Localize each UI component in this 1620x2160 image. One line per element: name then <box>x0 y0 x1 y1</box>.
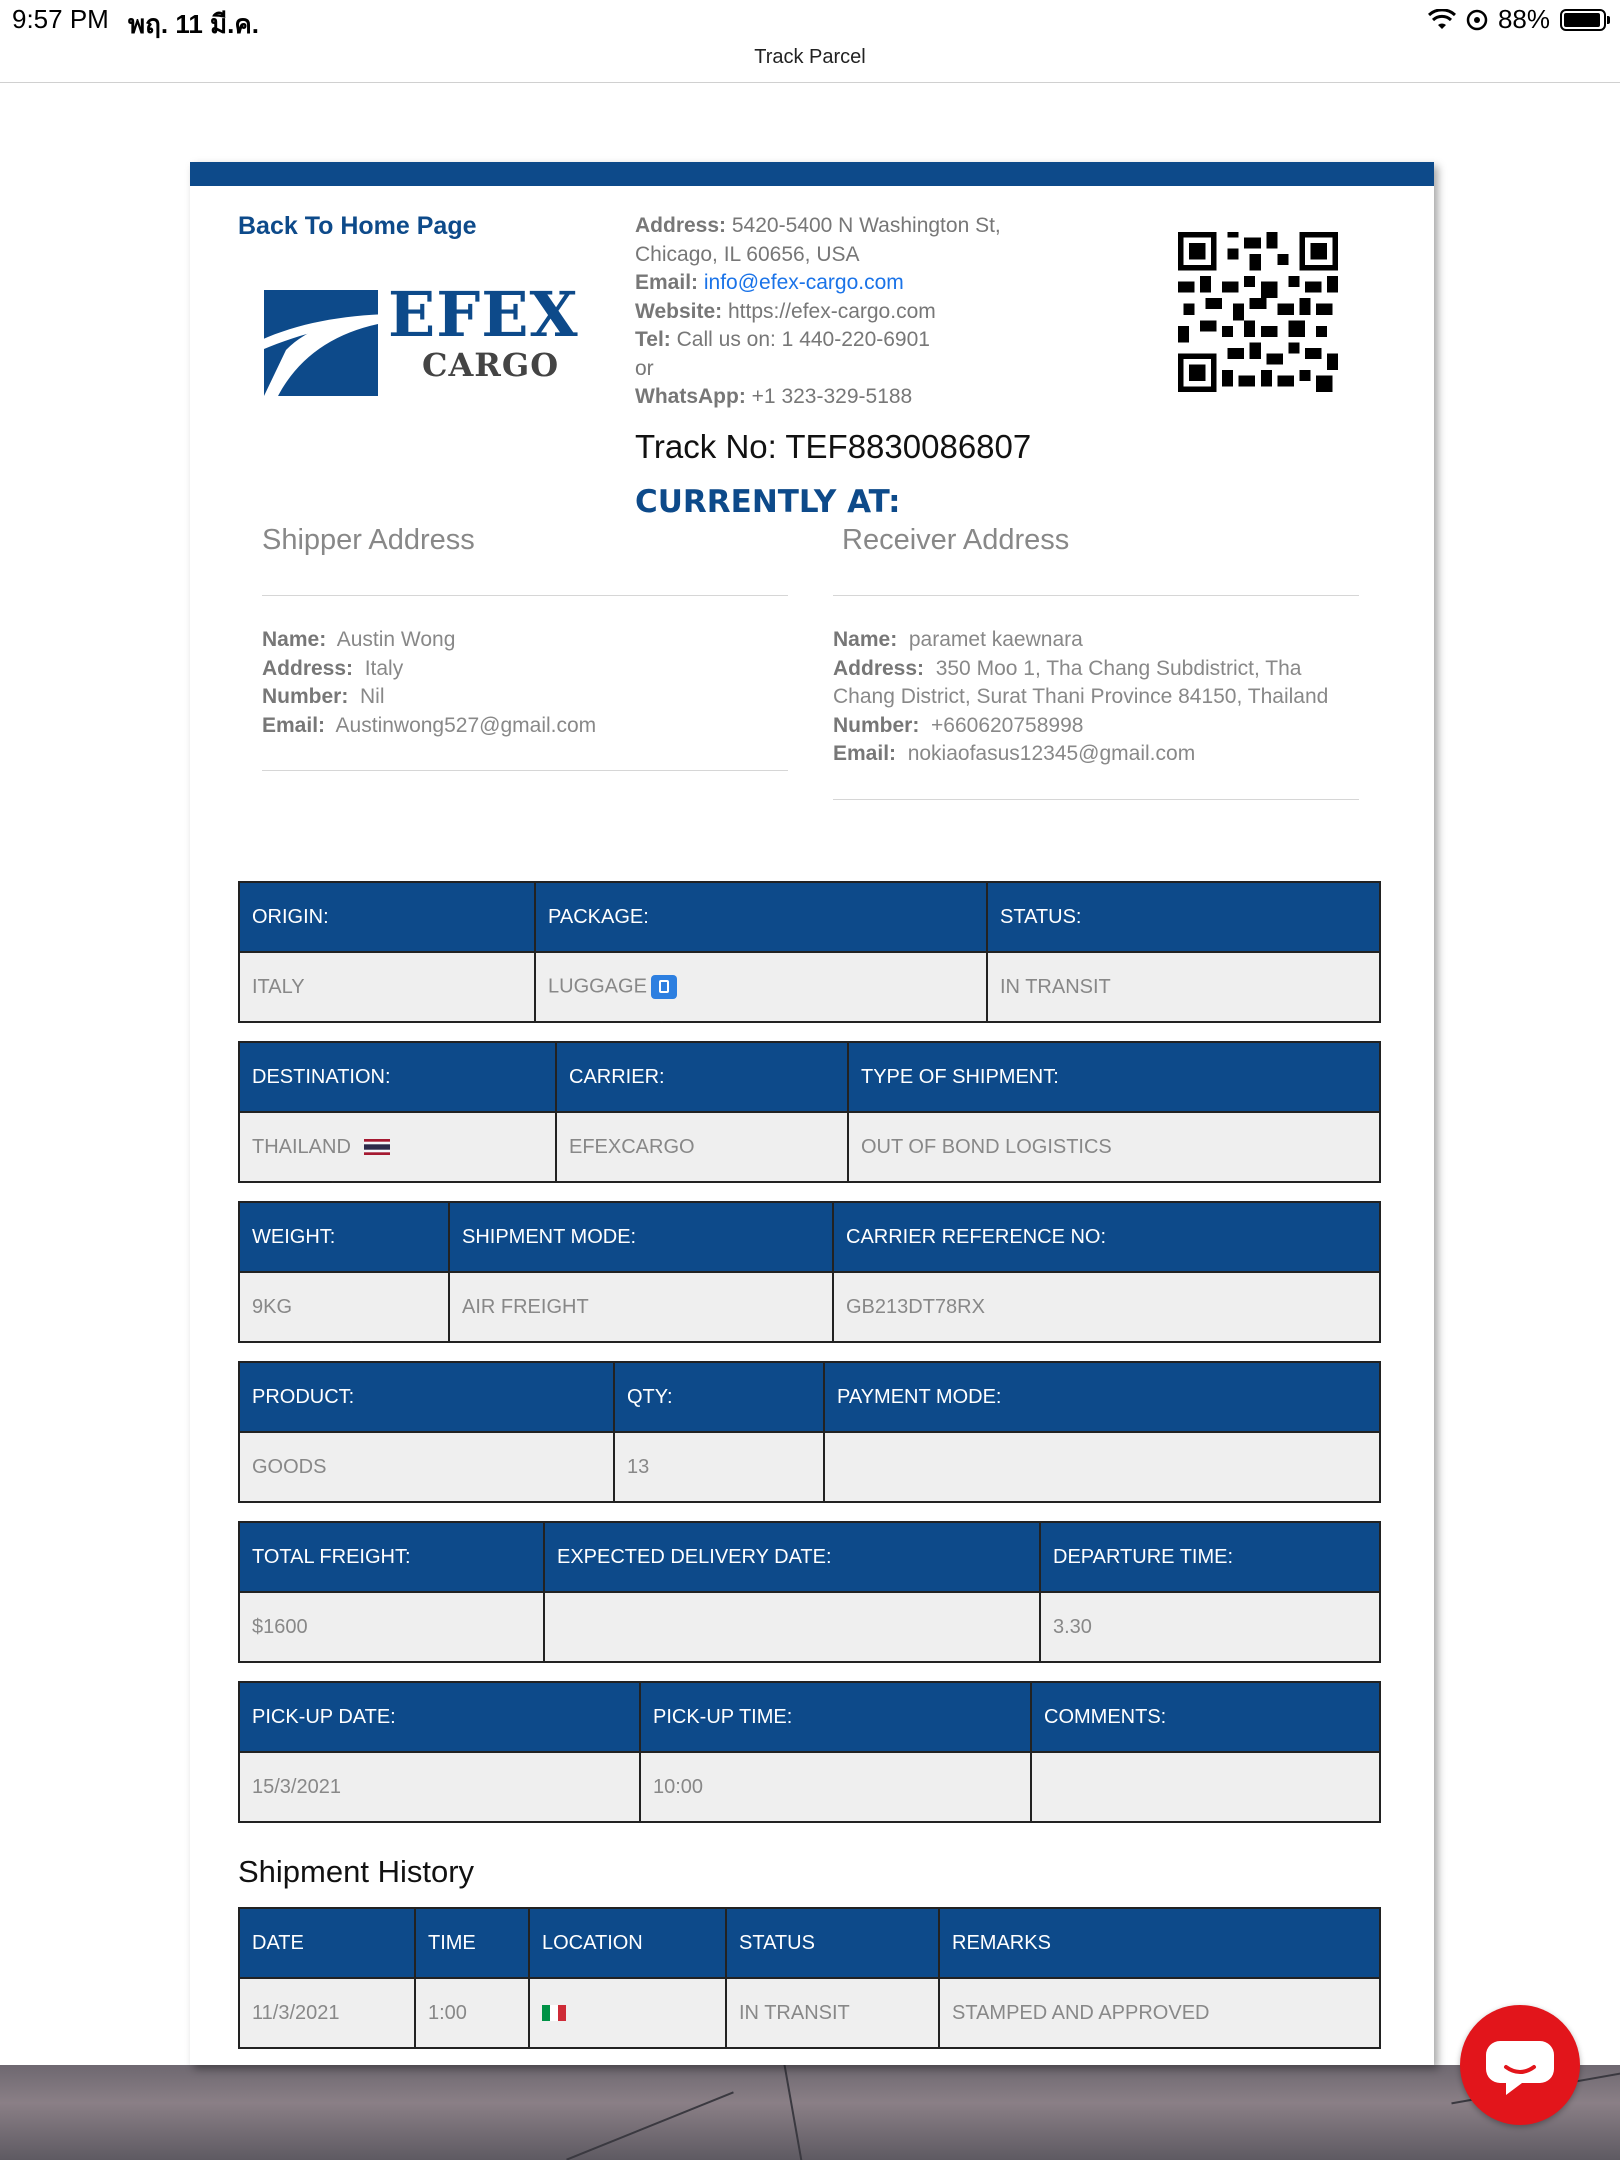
history-status-header: STATUS <box>726 1908 939 1978</box>
company-email-link[interactable]: info@efex-cargo.com <box>703 271 904 294</box>
suitcase-icon <box>651 975 677 999</box>
address-label: Address: <box>635 214 727 237</box>
shipment-mode-value: AIR FREIGHT <box>449 1272 833 1342</box>
receiver-email: nokiaofasus12345@gmail.com <box>907 742 1196 765</box>
pickup-time-value: 10:00 <box>640 1752 1031 1822</box>
carrier-header: CARRIER: <box>556 1042 848 1112</box>
shipper-address-section <box>262 524 788 771</box>
history-time: 1:00 <box>415 1978 529 2048</box>
currently-at-heading: CURRENTLY AT: <box>635 484 901 520</box>
logo-swoosh-icon <box>238 284 388 404</box>
shipper-name-label: Name: <box>262 628 327 651</box>
weight-header: WEIGHT: <box>239 1202 449 1272</box>
status-time: 9:57 PM <box>12 4 109 34</box>
product-value: GOODS <box>239 1432 614 1502</box>
qty-header: QTY: <box>614 1362 824 1432</box>
weight-mode-reference-table <box>238 1201 1381 1343</box>
product-qty-payment-table <box>238 1361 1381 1503</box>
history-location-header: LOCATION <box>529 1908 726 1978</box>
receiver-address-label: Address: <box>833 656 925 680</box>
pickup-comments-table <box>238 1681 1381 1823</box>
italy-flag-icon <box>542 2005 566 2021</box>
table-row <box>239 1978 1380 2048</box>
email-label: Email: <box>635 271 699 294</box>
carrier-reference-header: CARRIER REFERENCE NO: <box>833 1202 1380 1272</box>
history-date: 11/3/2021 <box>239 1978 415 2048</box>
pickup-date-header: PICK-UP DATE: <box>239 1682 640 1752</box>
status-date: พฤ. 11 มี.ค. <box>128 9 260 39</box>
battery-percent: 88% <box>1497 4 1550 34</box>
company-phone: Call us on: 1 440-220-6901 <box>676 328 930 351</box>
destination-carrier-table <box>238 1041 1381 1183</box>
pickup-time-header: PICK-UP TIME: <box>640 1682 1031 1752</box>
logo-wordmark: EFEX <box>388 278 579 351</box>
company-address: 5420-5400 N Washington St, Chicago, IL 60656, USA <box>635 214 1001 266</box>
receiver-name: paramet kaewnara <box>908 628 1083 651</box>
receiver-address-section <box>833 524 1359 800</box>
shipment-type-header: TYPE OF SHIPMENT: <box>848 1042 1380 1112</box>
receiver-number: +660620758998 <box>931 713 1084 737</box>
pickup-date-value: 15/3/2021 <box>239 1752 640 1822</box>
freight-delivery-departure-table <box>238 1521 1381 1663</box>
background-image <box>0 2065 1620 2160</box>
receiver-address: 350 Moo 1, Tha Chang Subdistrict, Tha Chang District, Surat Thani Province 84150, Thailand <box>833 656 1329 708</box>
package-header: PACKAGE: <box>535 882 987 952</box>
shipper-number: Nil <box>360 685 385 708</box>
website-label: Website: <box>635 299 723 323</box>
destination-header: DESTINATION: <box>239 1042 556 1112</box>
location-lock-icon <box>1466 9 1488 31</box>
comments-header: COMMENTS: <box>1031 1682 1380 1752</box>
shipper-divider-bottom <box>262 770 788 771</box>
nav-divider <box>0 82 1620 83</box>
destination-value: THAILAND <box>252 1135 351 1158</box>
status-bar <box>0 0 1620 40</box>
weight-value: 9KG <box>239 1272 449 1342</box>
efex-cargo-logo[interactable] <box>238 278 579 404</box>
payment-mode-header: PAYMENT MODE: <box>824 1362 1380 1432</box>
shipper-email-label: Email: <box>262 713 326 737</box>
logo-subtitle: CARGO <box>422 346 560 384</box>
whatsapp-label: WhatsApp: <box>635 385 746 408</box>
receiver-title: Receiver Address <box>842 524 1070 556</box>
chat-icon <box>1460 2005 1580 2125</box>
carrier-reference-value: GB213DT78RX <box>833 1272 1380 1342</box>
nav-title: Track Parcel <box>754 46 866 68</box>
origin-value: ITALY <box>239 952 535 1022</box>
wifi-icon <box>1428 9 1456 31</box>
contact-info <box>635 212 1075 412</box>
shipper-number-label: Number: <box>262 685 349 708</box>
product-header: PRODUCT: <box>239 1362 614 1432</box>
shipper-address-label: Address: <box>262 656 354 680</box>
receiver-divider-top <box>833 595 1359 596</box>
carrier-value: EFEXCARGO <box>556 1112 848 1182</box>
shipment-type-value: OUT OF BOND LOGISTICS <box>848 1112 1380 1182</box>
receiver-divider-bottom <box>833 799 1359 800</box>
or-text: or <box>635 356 654 380</box>
package-cell <box>535 952 987 1022</box>
history-location-cell <box>529 1978 726 2048</box>
receiver-name-label: Name: <box>833 628 898 651</box>
departure-time-header: DEPARTURE TIME: <box>1040 1522 1380 1592</box>
shipper-name: Austin Wong <box>336 628 456 651</box>
receiver-number-label: Number: <box>833 713 920 737</box>
shipment-mode-header: SHIPMENT MODE: <box>449 1202 833 1272</box>
receiver-details <box>833 626 1359 769</box>
qr-code-icon <box>1178 232 1338 392</box>
history-remarks: STAMPED AND APPROVED <box>939 1978 1380 2048</box>
expected-delivery-value <box>544 1592 1040 1662</box>
history-remarks-header: REMARKS <box>939 1908 1380 1978</box>
shipment-history-title: Shipment History <box>238 1854 475 1889</box>
receiver-email-label: Email: <box>833 742 897 765</box>
card-top-bar <box>190 162 1434 186</box>
expected-delivery-header: EXPECTED DELIVERY DATE: <box>544 1522 1040 1592</box>
chat-button[interactable] <box>1460 2005 1580 2125</box>
tracking-card <box>190 162 1434 2065</box>
status-value: IN TRANSIT <box>987 952 1380 1022</box>
status-indicators <box>1428 4 1606 35</box>
package-value: LUGGAGE <box>548 975 647 998</box>
shipment-history-table <box>238 1907 1381 2049</box>
qty-value: 13 <box>614 1432 824 1502</box>
departure-time-value: 3.30 <box>1040 1592 1380 1662</box>
shipper-address: Italy <box>364 656 404 680</box>
thailand-flag-icon <box>364 1139 390 1155</box>
destination-cell <box>239 1112 556 1182</box>
history-status: IN TRANSIT <box>726 1978 939 2048</box>
origin-package-status-table <box>238 881 1381 1023</box>
shipper-title: Shipper Address <box>262 524 475 556</box>
comments-value <box>1031 1752 1380 1822</box>
shipper-email: Austinwong527@gmail.com <box>335 713 597 737</box>
total-freight-header: TOTAL FREIGHT: <box>239 1522 544 1592</box>
company-website[interactable]: https://efex-cargo.com <box>727 299 936 323</box>
shipper-details <box>262 626 788 740</box>
tracking-number: Track No: TEF8830086807 <box>635 428 1032 465</box>
total-freight-value: $1600 <box>239 1592 544 1662</box>
battery-icon <box>1560 9 1606 31</box>
tel-label: Tel: <box>635 328 671 351</box>
back-to-home-link[interactable]: Back To Home Page <box>238 212 477 240</box>
payment-mode-value <box>824 1432 1380 1502</box>
company-whatsapp: +1 323-329-5188 <box>751 385 913 408</box>
history-date-header: DATE <box>239 1908 415 1978</box>
history-time-header: TIME <box>415 1908 529 1978</box>
shipper-divider-top <box>262 595 788 596</box>
status-header: STATUS: <box>987 882 1380 952</box>
origin-header: ORIGIN: <box>239 882 535 952</box>
